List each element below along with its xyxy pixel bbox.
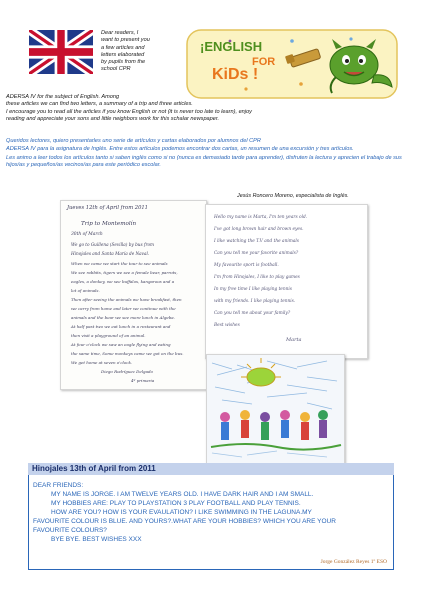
letter-line: When we came we start the tour to see animals bbox=[71, 261, 168, 266]
handwritten-trip-letter bbox=[60, 200, 207, 390]
letter-line: Can you tell me your favorite animals? bbox=[214, 251, 299, 256]
letter-grade: 4º primaria bbox=[131, 378, 155, 383]
badge-for-text: FOR bbox=[252, 56, 276, 68]
intro-cont-line: these articles we can find two letters, a summary of a trip and three articles. bbox=[6, 101, 193, 108]
intro-line: by pupils from the bbox=[101, 59, 146, 66]
letter-paragraph: MY NAME IS JORGE. I AM TWELVE YEARS OLD. I HAVE DARK HAIR AND I AM SMALL. bbox=[51, 491, 314, 498]
letter-line: then visit a playground of an animal. bbox=[71, 333, 146, 338]
letter-line: At half past two we eat lunch in a restaurant and bbox=[71, 324, 171, 329]
letter-line: Trip to Montemolín bbox=[81, 221, 137, 227]
letter-line: We go to Guillena (Sevilla) by bus from bbox=[71, 242, 155, 247]
letter-paragraph: BYE BYE. BEST WISHES XXX bbox=[51, 536, 142, 543]
spanish-paragraph bbox=[6, 138, 416, 170]
letter-date: Jueves 12th of April from 2011 bbox=[67, 205, 148, 211]
letter-signoff: Marta bbox=[286, 337, 302, 343]
letter-line: Can you tell me about your family? bbox=[214, 311, 291, 316]
letter-line: animals and the bear we see more lunch in Algeba. bbox=[71, 315, 175, 320]
union-jack-flag-icon bbox=[29, 30, 93, 74]
letter-paragraph: FAVOURITE COLOUR IS BLUE. AND YOURS?.WHAT ARE YOUR HOBBIES? WHICH YOU ARE YOUR bbox=[33, 518, 336, 525]
letter-paragraph: HOW ARE YOU? HOW IS YOUR EVAULATION? I LIKE SWIMMING IN THE LAGUNA.MY bbox=[51, 509, 312, 516]
letter-line: eagles, a donkey, we see buffalos, kangaroos and a bbox=[71, 279, 175, 284]
intro-cont-line: ADERSA IV for the subject of English. Among bbox=[6, 94, 120, 100]
intro-line: Dear readers, I bbox=[101, 30, 139, 36]
letter-line: My favourite sport is football. bbox=[214, 263, 279, 268]
letter-author: Diego Rodríguez Delgado bbox=[101, 369, 153, 374]
intro-line: want to present you bbox=[101, 37, 150, 44]
letter-line: I like watching the T.V and the animals bbox=[214, 239, 299, 244]
letter-line: At four o'clock we saw an eagle flying and eating bbox=[71, 342, 171, 347]
badge-english-text: ¡ENGLISH bbox=[200, 39, 263, 54]
intro-cont-line: reading and appreciate your sons and little neighbors work for this schalar newspaper. bbox=[6, 115, 220, 122]
letter-line: Hello my name is Marta, I'm ten years old. bbox=[214, 215, 308, 220]
english-for-kids-badge bbox=[186, 29, 398, 99]
letter-line: In my free time I like playing tennis bbox=[214, 287, 292, 292]
letter-line: Hinojales and Santa María de Naval. bbox=[71, 251, 150, 256]
crayon-drawing-illustration bbox=[206, 354, 345, 464]
teacher-signature: Jesús Roncero Moreno, especialista de Inglés. bbox=[237, 193, 349, 199]
letter-line: I'm from Hinojales, I like to play games bbox=[214, 275, 300, 280]
handwritten-letter-right bbox=[205, 204, 368, 359]
badge-kids-text: KiDs ! bbox=[212, 66, 259, 83]
letter-line: the same time, Some monkeys came we got on the bus. bbox=[71, 351, 184, 356]
spanish-line: Les animo a leer todos los artículos tanto si saben inglés como si no (nunca es demasiado tarde para aprender), disfruten la lectura y aprecien el trabajo de sus hijos/as y pequeños/as vecinos/as para este periódico escolar. bbox=[6, 154, 402, 168]
spanish-line: ADERSA IV para la asignatura de Inglés. Entre estos artículos podemos encontrar dos cartas, un resumen de una excursión y tres artículos. bbox=[6, 146, 354, 153]
letter-box-title: Hinojales 13th of April from 2011 bbox=[28, 463, 394, 475]
letter-line: We see rabbits, tigers we see a female bear, parrots, bbox=[71, 270, 178, 275]
spanish-line: Queridos lectores, quiero presentarles uno serie de artículos y cartas elaborados por alumnos del CPR bbox=[6, 138, 261, 144]
letter-line: we carry from home and later we continue with the bbox=[71, 306, 176, 311]
letter-line: 30th of March bbox=[71, 232, 103, 237]
intro-line: school CPR bbox=[101, 66, 131, 73]
letter-line: with my friends. I like playing tennis. bbox=[214, 299, 296, 304]
letter-greeting: DEAR FRIENDS: bbox=[33, 482, 84, 489]
intro-line: a few articles and bbox=[101, 44, 145, 51]
letter-box-body bbox=[33, 481, 389, 544]
letter-paragraph: FAVOURITE COLOURS? bbox=[33, 527, 107, 534]
letter-line: Best wishes bbox=[214, 323, 240, 328]
intro-line: letters elaborated bbox=[101, 51, 145, 58]
letter-line: I've got long brown hair and brown eyes. bbox=[214, 227, 304, 232]
intro-cont-line: I encourage you to read all the articles if you know English or not (it is never too late to learn), enjoy bbox=[6, 108, 252, 115]
letter-line: We get home at seven o'clock. bbox=[71, 360, 133, 365]
letter-box-signature: Jorge González Reyes 1º ESO bbox=[320, 559, 387, 565]
letter-paragraph: MY HOBBIES ARE: PLAY TO PLAYSTATION 3 PLAY FOOTBALL AND PLAY TENNIS. bbox=[51, 500, 301, 507]
letter-line: lot of animals. bbox=[71, 288, 100, 293]
letter-box bbox=[28, 463, 394, 570]
letter-line: Then after seeing the animals we have breakfast, then bbox=[71, 297, 182, 302]
intro-continuation bbox=[6, 94, 416, 123]
intro-paragraph bbox=[101, 30, 181, 74]
